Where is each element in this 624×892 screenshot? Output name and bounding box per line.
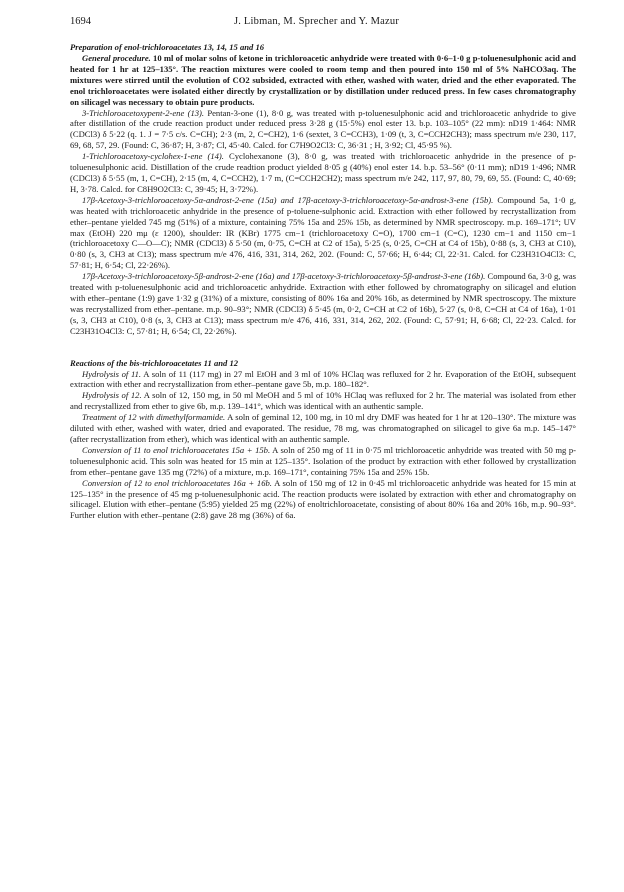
- paragraph-compound-15: [70, 195, 576, 271]
- paragraph-label: Hydrolysis of 11.: [82, 368, 142, 379]
- paragraph-label: Conversion of 12 to enol trichloroacetates 16a + 16b.: [82, 477, 272, 488]
- paragraph-compound-16: [70, 271, 576, 336]
- paragraph-hydrolysis-11: [70, 369, 576, 391]
- paragraph-text: A soln of 150 mg of 12 in 0·45 ml trichloroacetic anhydride was heated for 15 min at 125–135° in the presence of 45 mg p-toluenesulphonic acid. The reaction products were isolated by extraction with ether and chromatography on silicagel. Elution with ether–pentane (5:95) yielded 25 mg (22%) of enoltrichloroacetate, consisting of about 80% 16a and 20% 16b, m.p. 90–93°. Further elution with ether–pentane (2:8) gave 28 mg (36%) of 6a.: [70, 477, 576, 521]
- running-header: [70, 16, 576, 32]
- paragraph-conversion-12: [70, 478, 576, 522]
- paragraph-label: 17β-Acetoxy-3-trichloroacetoxy-5α-androst-2-ene (15a) and 17β-acetoxy-3-trichloroacetoxy-5α-androst-3-ene (15b).: [82, 194, 494, 205]
- paragraph-conversion-11: [70, 445, 576, 478]
- paragraph-text: 10 ml of molar solns of ketone in trichloroacetic anhydride were treated with 0·6–1·0 g p-toluenesulphonic acid and heated for 1 hr at 125–135°. The reaction mixtures were cooled to room temp and then poured into 150 ml of 5% NaHCO3aq. The mixtures were stirred until the evolution of CO2 subsided, extracted with ether, washed with water, dried and the ether evaporated. The enol trichloroacetates were isolated either directly by crystallization or by distillation under reduced press. In few cases chromatography on silicagel was necessary to obtain pure products.: [70, 53, 577, 107]
- paragraph-text: A soln of 11 (117 mg) in 27 ml EtOH and 3 ml of 10% HClaq was refluxed for 2 hr. Evaporation of the EtOH, subsequent extraction with ether and recrystallization from ether–pentane gave 5b, m.p. 180–182°.: [70, 368, 576, 390]
- paragraph-text: A soln of 250 mg of 11 in 0·75 ml trichloroacetic anhydride was treated with 50 mg p-toluenesulphonic acid. This soln was heated for 15 min at 125–135°. Isolation of the product by extraction with ether followed by crystallization from ether–pentane gave 135 mg (72%) of a mixture, m.p. 169–171°, containing 75% 15a and 25% 15b.: [70, 444, 576, 477]
- paragraph-label: 1-Trichloroacetoxy-cyclohex-1-ene (14).: [82, 151, 224, 162]
- paragraph-text: A soln of 12, 150 mg, in 50 ml MeOH and 5 ml of 10% HClaq was refluxed for 2 hr. The material was isolated from ether and recrystallized from ether to give 6b, m.p. 139–141°, which was identical with an authentic sample.: [70, 390, 576, 412]
- paragraph-label: Conversion of 11 to enol trichloroacetates 15a + 15b.: [82, 444, 271, 455]
- page-body: [70, 16, 576, 521]
- section-spacer: [70, 337, 576, 348]
- paragraph-text: Compound 5a, 1·0 g, was heated with trichloroacetic anhydride in the presence of p-toluene-sulphonic acid. Extraction with ether followed by recrystallization from ether–pentane yielded 745 mg (51%) of a mixture, containing 75% 15a and 25% 15b, as determined by NMR spectroscopy. m.p. 169–171°; UV max (EtOH) 220 mμ (ε 1200), shoulder: IR (KBr) 1775 cm−1 (trichloroacetoxy C=O), 1700 cm−1 (C=C), 1230 cm−1 and 1150 cm−1 (trichloroacetoxy C—O—C); NMR (CDCl3) δ 5·50 (m, 0·75, C=CH at C2 of 15a), 5·25 (s, 0·25, C=CH at C4 of 15b), 0·88 (s, 3, CH3 at C10), 0·80 (s, 3, CH3 at C13); mass spectrum m/e 476, 416, 331, 314, 262, 202. (Found: C, 57·66; H, 6·44; Cl, 22·31. Calcd. for C23H31O4Cl3: C, 57·81; H, 6·54; Cl, 22·26%).: [70, 194, 576, 271]
- paragraph-hydrolysis-12: [70, 390, 576, 412]
- page-number: 1694: [70, 16, 91, 27]
- paragraph-label: Hydrolysis of 12.: [82, 390, 142, 401]
- paragraph-treatment-12-dmf: [70, 412, 576, 445]
- paragraph-compound-13: [70, 108, 576, 152]
- paragraph-text: A soln of geminal 12, 100 mg, in 10 ml dry DMF was heated for 1 hr at 120–130°. The mixture was diluted with ether, washed with water, dried and evaporated. The residue, 78 mg, was chromatographed on silicagel to give 6a m.p. 145–147° (after recrystallization from ether), which was identical with an authentic sample.: [70, 412, 576, 444]
- section-heading-bis-trichloroacetates: Reactions of the bis-trichloroacetates 11 and 12: [70, 357, 239, 368]
- paragraph-label: General procedure.: [82, 53, 151, 63]
- section-heading-enol-trichloroacetates: Preparation of enol-trichloroacetates 13, 14, 15 and 16: [70, 42, 265, 52]
- paragraph-text: Pentan-3-one (1), 8·0 g, was treated with p-toluenesulphonic acid and trichloroacetic anhydride to give after distillation of the crude reaction product under reduced press 3·28 g (15·5%) enol ester 13. b.p. 103–105° (22 mm): nD19 1·464: NMR (CDCl3) δ 5·22 (q. 1. J = 7·5 c/s. C=CH); 2·3 (m, 2, C=CH2), 1·6 (sextet, 3 C=CCH3), 1·09 (t, 3, C=CCH2CH3); mass spectrum m/e 230, 117, 69, 68, 57, 29. (Found: C, 36·87; H, 3·87; Cl, 45·40. Calcd. for C7H9O2Cl3: C, 36·31 ; H, 3·92; Cl, 45·95 %).: [70, 107, 576, 151]
- paragraph-label: Treatment of 12 with dimethylformamide.: [82, 412, 226, 423]
- paragraph-general-procedure: [70, 53, 576, 108]
- paragraph-compound-14: [70, 151, 576, 195]
- paragraph-label: 17β-Acetoxy-3-trichloroacetoxy-5β-androst-2-ene (16a) and 17β-acetoxy-3-trichloroacetoxy-5β-androst-3-ene (16b).: [82, 271, 486, 282]
- paragraph-text: Compound 6a, 3·0 g, was treated with p-toluenesulphonic acid and trichloroacetic anhydride. Extraction with ether followed by chromatography on silicagel and elution with ether–pentane (1:9) gave 1·32 g (31%) of a mixture, consisting of 80% 16a and 20% 16b, as determined by NMR spectroscopy. The mixture was recrystallized from ether–pentane. m.p. 90–93°; NMR (CDCl3) δ 5·45 (m, 0·2, C=CH at C2 of 16b), 5·27 (s, 0·8, C=CH at C4 of 16a), 1·01 (s, 3, CH3 at C10), 0·8 (s, 3, CH3 at C13); mass spectrum m/e 476, 416, 331, 314, 262, 202. (Found: C, 57·91; H, 6·68; Cl, 22·23. Calcd. for C23H31O4Cl3: C, 57·81; H, 6·54; Cl, 22·26%).: [70, 271, 576, 336]
- paragraph-label: 3-Trichloroacetoxypent-2-ene (13).: [82, 107, 205, 118]
- paragraph-text: Cyclohexanone (3), 8·0 g, was treated with trichloroacetic anhydride in the presence of p-toluenesulphonic acid. Distillation of the crude readtion product yielded 8·05 g (40%) enol ester 14. b.p. 53–56° (0·11 mm); nD19 1·496; NMR (CDCl3) δ 5·55 (m, 1, C=CH), 2·15 (m, 4, C=CCH2), 1·7 m, (C=CCH2CH2); mass spectrum m/e 242, 117, 97, 80, 79, 69, 55. (Found: C, 40·69; H, 3·78. Calcd. for C8H9O2Cl3: C, 39·45; H, 3·72%).: [70, 151, 576, 194]
- author-line: J. Libman, M. Sprecher and Y. Mazur: [233, 16, 400, 27]
